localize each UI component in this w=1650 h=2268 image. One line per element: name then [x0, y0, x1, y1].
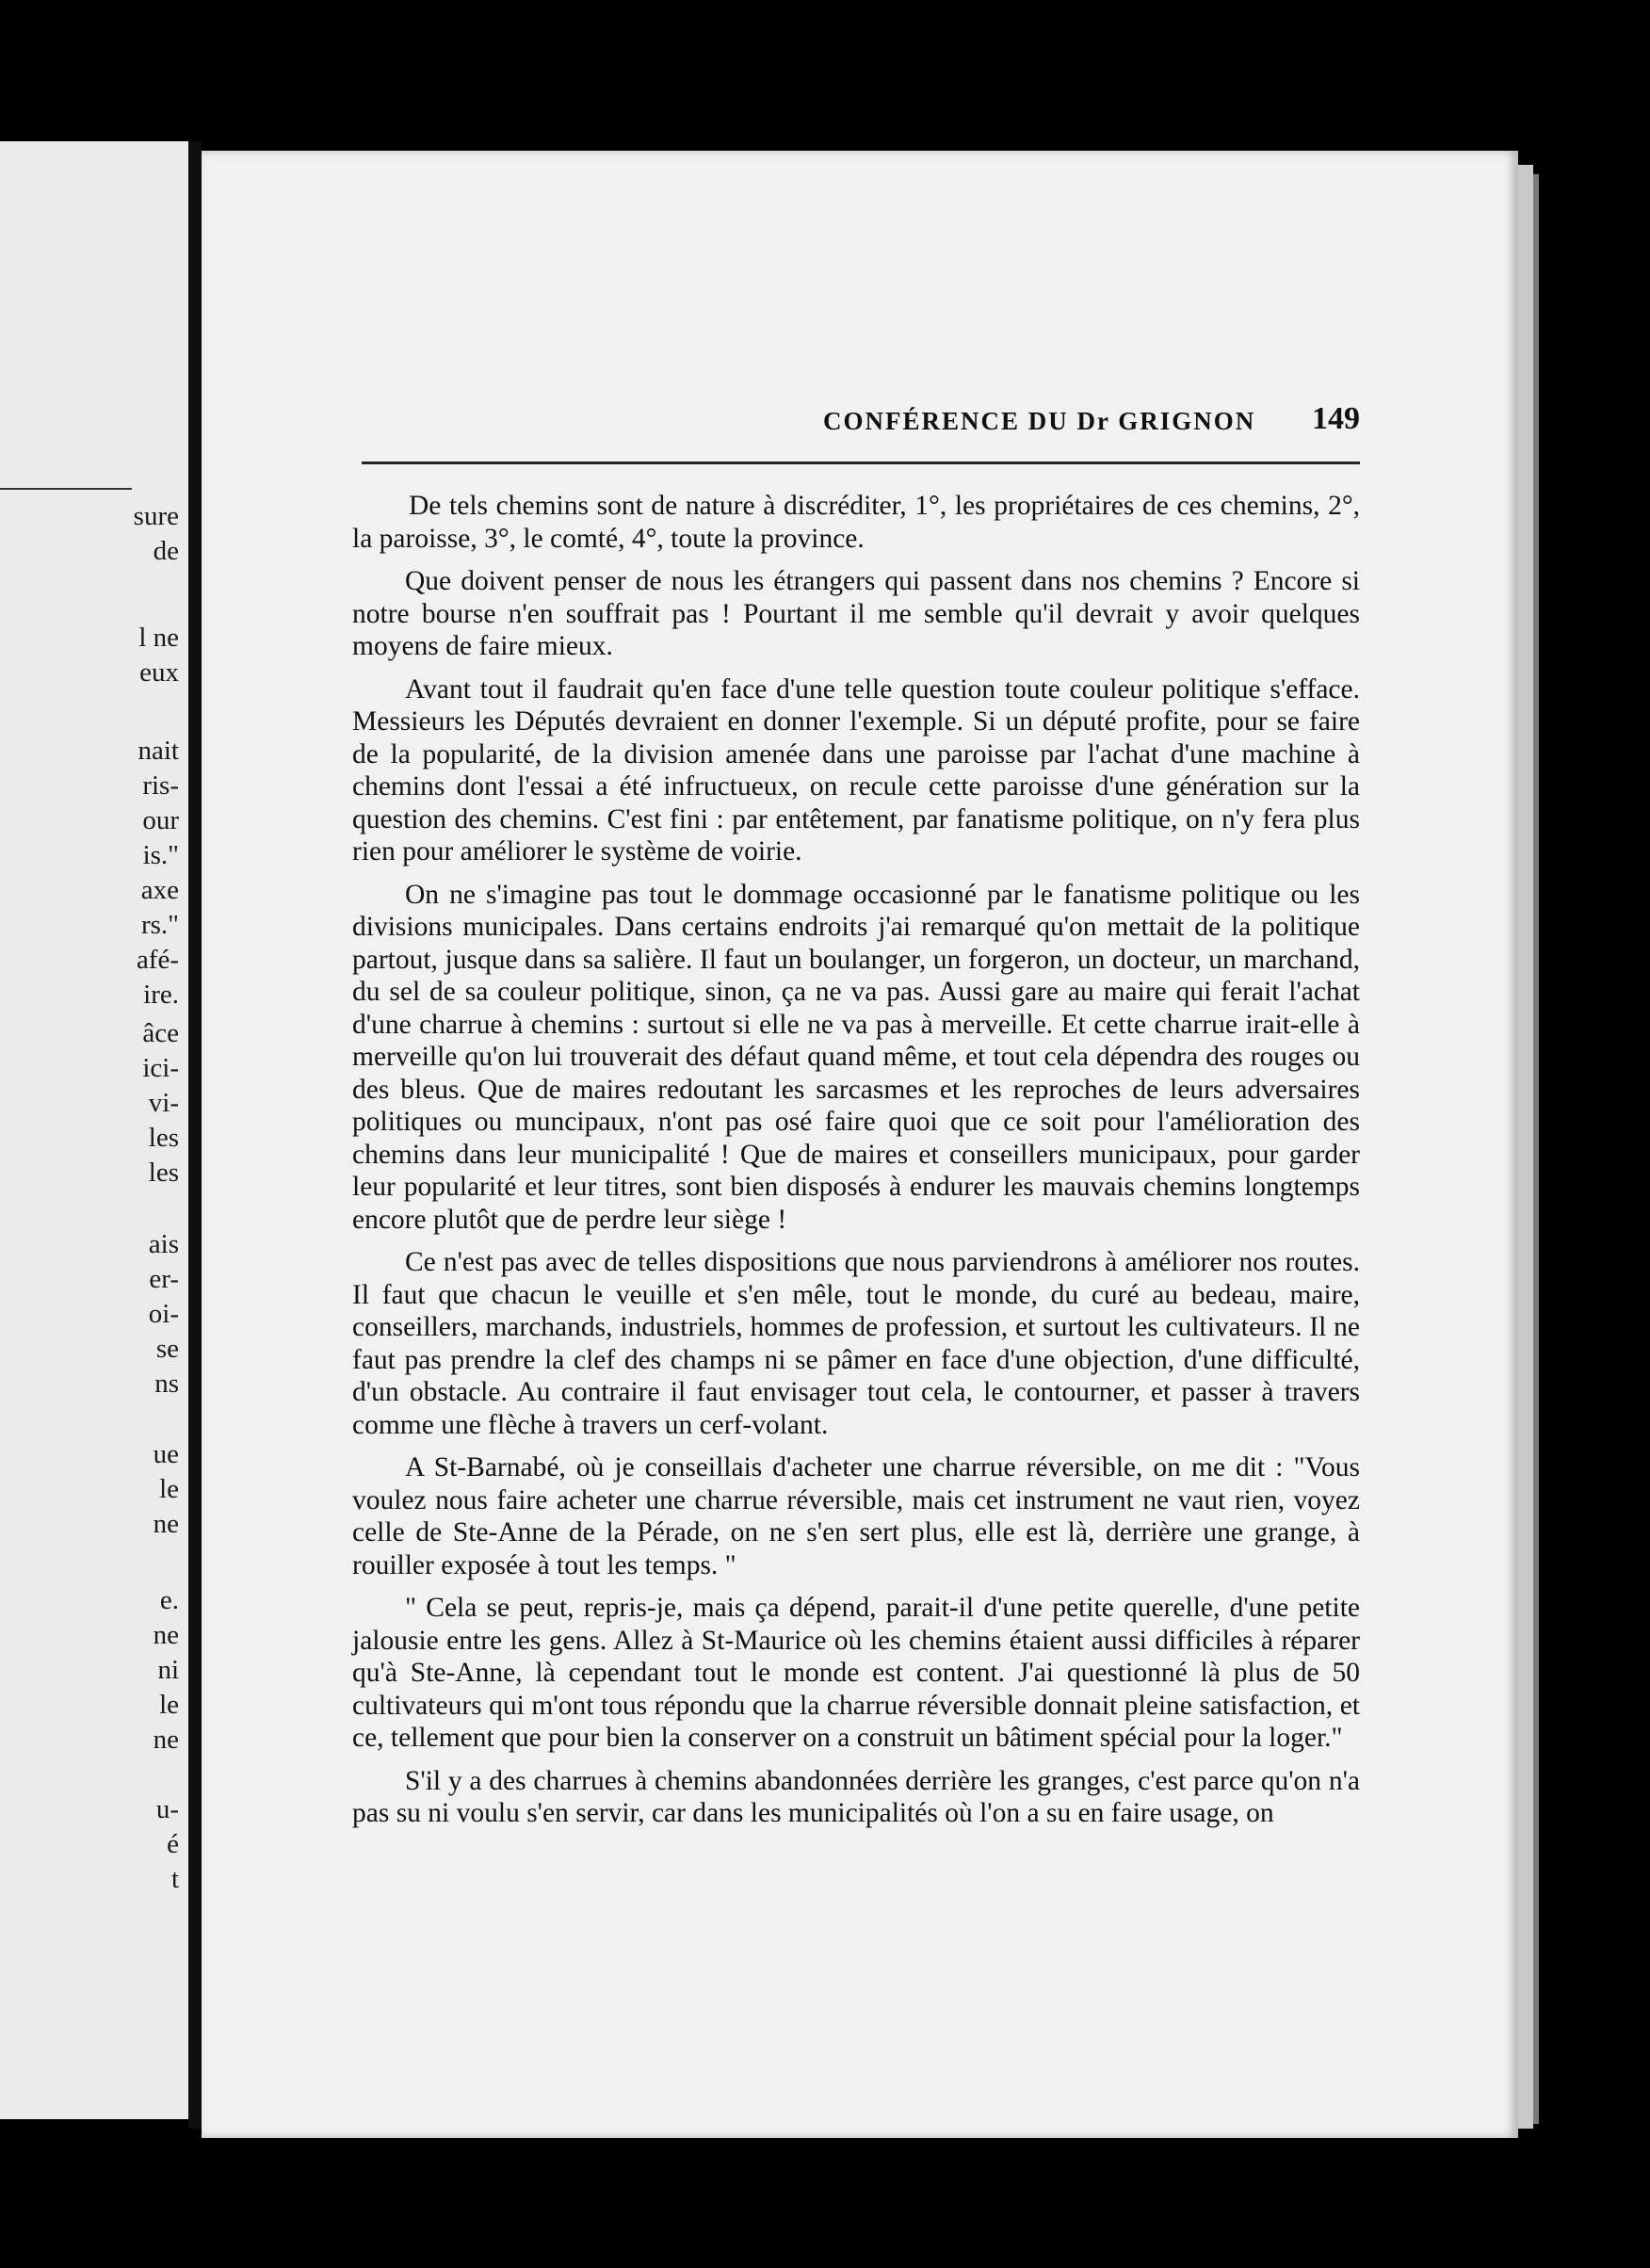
paragraph: A St-Barnabé, où je conseillais d'acheter une charrue réversible, on me dit : "Vous voulez nous faire acheter une charrue réversible, mais cet instrument ne vaut rien, voyez celle de Ste-Anne de la Pérade, on ne s'en sert plus, elle est là, derrière une grange, à rouiller exposée à tout les temps. ": [352, 1452, 1360, 1580]
previous-page-line: axe: [140, 875, 179, 905]
book-page: [202, 151, 1518, 2138]
previous-page-line: is.": [142, 840, 179, 870]
header-title: CONFÉRENCE DU Dr GRIGNON: [823, 407, 1256, 435]
book-gutter: [188, 141, 202, 2129]
previous-page-line: ue: [153, 1439, 179, 1469]
previous-page-line: les: [148, 1158, 179, 1188]
running-header: [352, 401, 1360, 462]
previous-page-line: sure: [133, 501, 179, 531]
paragraph: " Cela se peut, repris-je, mais ça dépend, parait-il d'une petite querelle, d'une petite jalousie entre les gens. Allez à St-Maurice où les chemins étaient aussi difficiles à réparer qu'à Ste-Anne, là cependant tout le monde est content. J'ai questionné là plus de 50 cultivateurs qui m'ont tous répondu que la charrue réversible donnait pleine satisfaction, et ce, tellement que pour bien la conserver on a construit un bâtiment spécial pour la loger.": [352, 1593, 1360, 1753]
previous-page-line: oi-: [148, 1299, 179, 1329]
previous-page-line: le: [159, 1690, 179, 1720]
previous-page-line: vi-: [148, 1088, 179, 1118]
previous-page-line: e.: [159, 1585, 179, 1615]
previous-page-line: de: [153, 536, 179, 566]
paragraph: Avant tout il faudrait qu'en face d'une telle question toute couleur politique s'efface. Messieurs les Députés devraient en donner l'exemple. Si un député profite, pour se faire de la popularité, de la division amenée dans une paroisse par l'achat d'une machine à chemins dont l'essai a été infructueux, on recule cette paroisse d'une génération sur la question des chemins. C'est fini : par entêtement, par fanatisme politique, on n'y fera plus rien pour améliorer le système de voirie.: [352, 673, 1360, 867]
previous-page-line: afé-: [136, 945, 179, 975]
previous-page-line: eux: [139, 657, 179, 688]
page-number: 149: [1312, 401, 1360, 436]
previous-page-rule: [0, 488, 132, 490]
body-text: [352, 490, 1360, 1840]
previous-page-line: u-: [155, 1794, 179, 1824]
paragraph: Que doivent penser de nous les étrangers qui passent dans nos chemins ? Encore si notre bourse n'en souffrait pas ! Pourtant il me semble qu'il devrait y avoir quelques moyens de faire mieux.: [352, 566, 1360, 661]
previous-page-line: ais: [148, 1229, 179, 1259]
previous-page-line: les: [148, 1123, 179, 1153]
previous-page-line: le: [159, 1474, 179, 1504]
previous-page-line: nait: [138, 736, 179, 766]
paragraph: De tels chemins sont de nature à discréditer, 1°, les propriétaires de ces chemins, 2°, la paroisse, 3°, le comté, 4°, toute la province.: [352, 491, 1360, 554]
previous-page-line: ne: [153, 1509, 179, 1539]
previous-page-line: rs.": [140, 910, 179, 940]
previous-page-line: ire.: [143, 980, 179, 1010]
paragraph: Ce n'est pas avec de telles dispositions que nous parviendrons à améliorer nos routes. Il faut que chacun le veuille et s'en mêle, tout le monde, du curé au bedeau, maire, conseillers, marchands, industriels, hommes de profession, et surtout les cultivateurs. Il ne faut pas prendre la clef des champs ni se pâmer en face d'une objection, d'une difficulté, d'un obstacle. Au contraire il faut envisager tout cela, le contourner, et passer à travers comme une flèche à travers un cerf-volant.: [352, 1247, 1360, 1440]
paragraph: On ne s'imagine pas tout le dommage occasionné par le fanatisme politique ou les divisions municipales. Dans certains endroits j'ai remarqué qu'on mettait de la politique partout, jusque dans sa salière. Il faut un boulanger, un forgeron, un docteur, un marchand, du sel de sa couleur politique, sinon, ça ne va pas. Aussi gare au maire qui ferait l'achat d'une charrue à chemins : surtout si elle ne va pas à merveille. Et cette charrue irait-elle à merveille qu'on lui trouverait des défaut quand même, et tout cela dépendra des rouges ou des bleus. Que de maires redoutant les sarcasmes et les reproches de leurs adversaires politiques ou muncipaux, n'ont pas osé faire quoi que ce soit pour l'amélioration des chemins dans leur municipalité ! Que de maires et conseillers municipaux, pour garder leur popularité et leur titres, sont bien disposés à endurer les mauvais chemins longtemps encore plutôt que de perdre leur siège !: [352, 879, 1360, 1235]
previous-page-line: ne: [153, 1725, 179, 1755]
previous-page-line: se: [155, 1334, 179, 1364]
previous-page-line: âce: [142, 1018, 179, 1048]
previous-page-line: our: [142, 805, 179, 835]
paragraph: S'il y a des charrues à chemins abandonnées derrière les granges, c'est parce qu'on n'a pas su ni voulu s'en servir, car dans les municipalités où l'on a su en faire usage, on: [352, 1765, 1360, 1828]
previous-page-line: ns: [154, 1369, 179, 1399]
previous-page-line: er-: [149, 1264, 179, 1294]
previous-page-line: ni: [157, 1655, 179, 1685]
previous-page-line: ici-: [142, 1053, 179, 1083]
page-edge: [1518, 165, 1533, 2129]
page-edge-shadow: [1533, 174, 1539, 2124]
previous-page-line: t: [170, 1864, 179, 1894]
previous-page-line: l ne: [138, 623, 179, 653]
previous-page-line: ne: [153, 1620, 179, 1650]
header-rule: [362, 462, 1360, 464]
previous-page-line: é: [167, 1829, 179, 1859]
previous-page-line: ris-: [142, 770, 179, 801]
